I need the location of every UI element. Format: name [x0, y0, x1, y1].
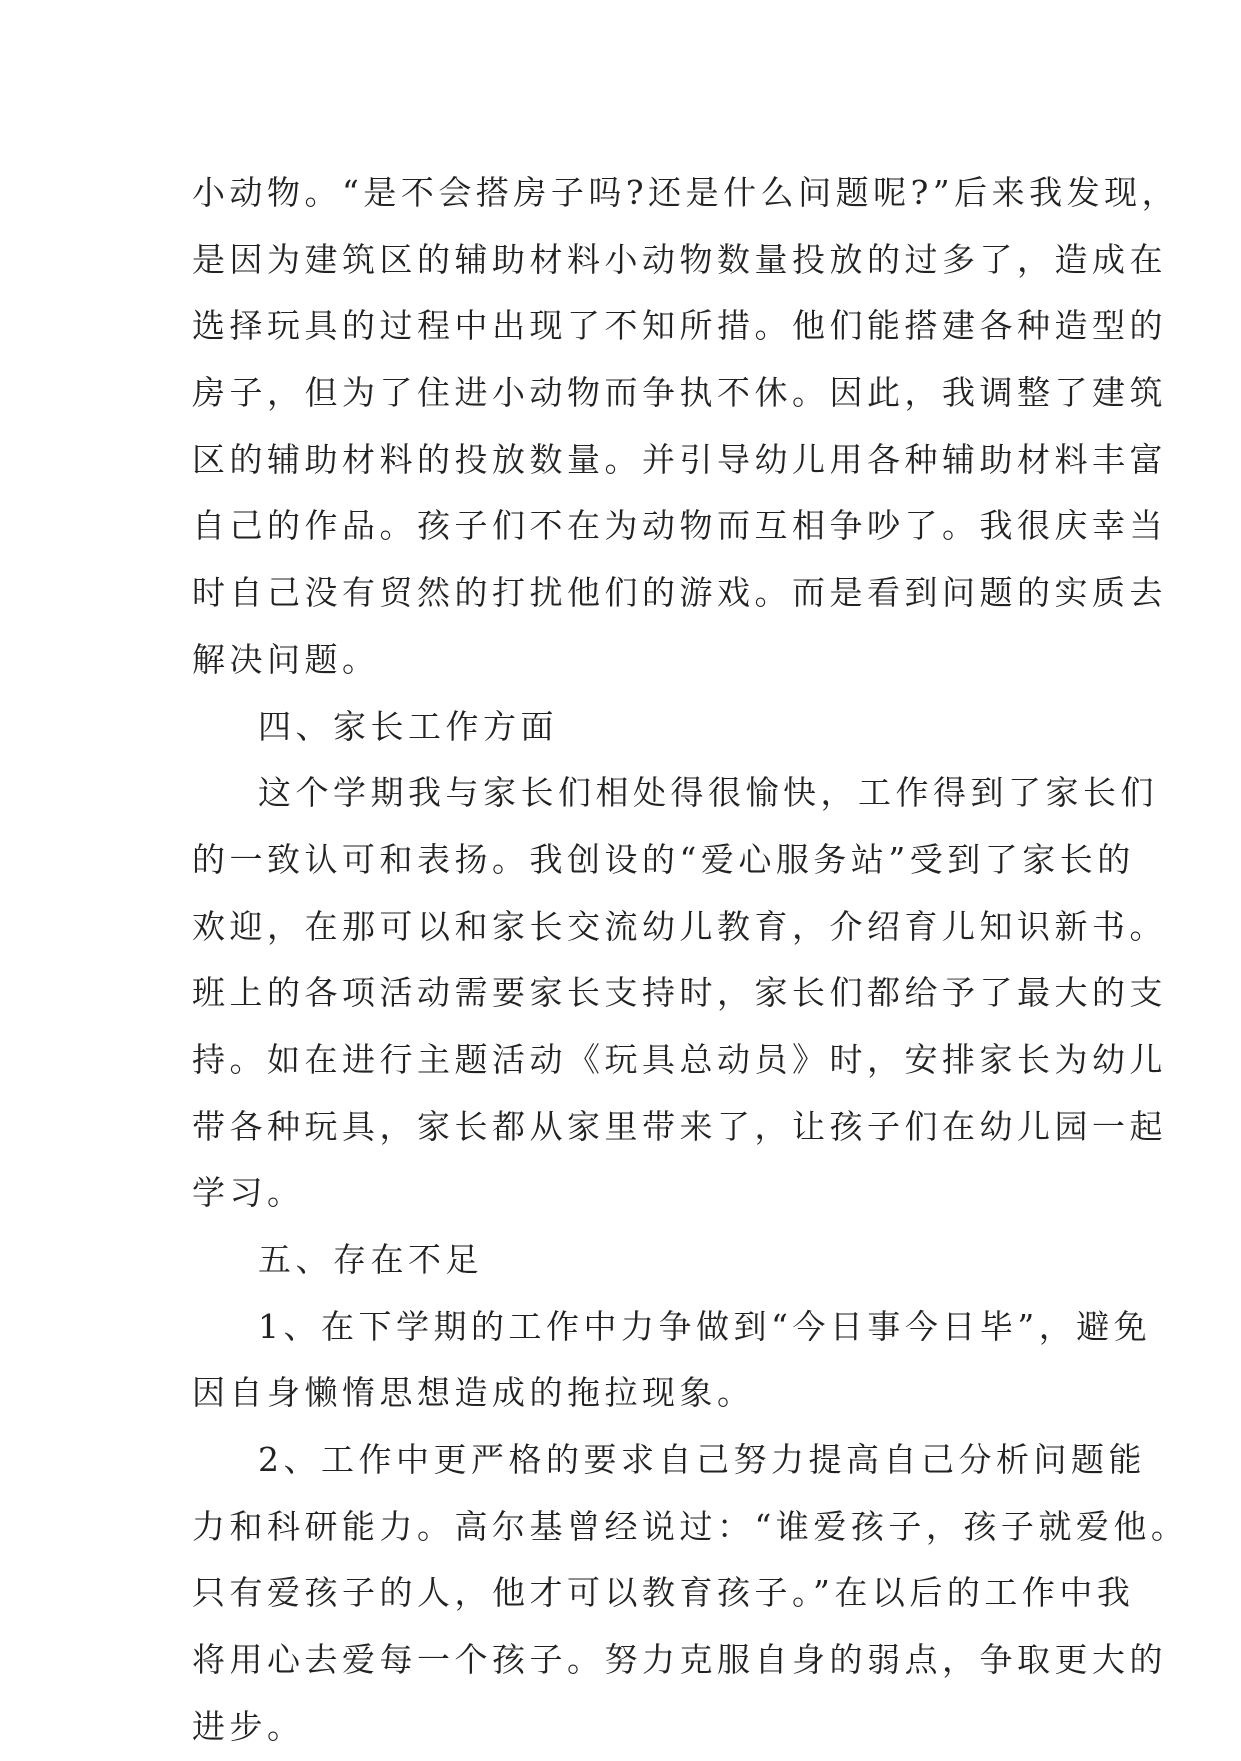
text-line: 学习。	[192, 1173, 305, 1213]
text-line: 带各种玩具，家长都从家里带来了，让孩子们在幼儿园一起	[192, 1106, 1167, 1146]
text-line: 区的辅助材料的投放数量。并引导幼儿用各种辅助材料丰富	[192, 439, 1167, 479]
text-line: 力和科研能力。高尔基曾经说过：“谁爱孩子，孩子就爱他。	[192, 1506, 1189, 1546]
text-line: 选择玩具的过程中出现了不知所措。他们能搭建各种造型的	[192, 306, 1167, 346]
text-line: 这个学期我与家长们相处得很愉快，工作得到了家长们	[258, 773, 1158, 813]
text-line: 持。如在进行主题活动《玩具总动员》时，安排家长为幼儿	[192, 1039, 1167, 1079]
text-line: 是因为建筑区的辅助材料小动物数量投放的过多了，造成在	[192, 239, 1167, 279]
text-line: 将用心去爱每一个孩子。努力克服自身的弱点，争取更大的	[192, 1640, 1167, 1680]
document-body	[192, 160, 1189, 1761]
text-line: 的一致认可和表扬。我创设的“爱心服务站”受到了家长的	[192, 839, 1135, 879]
text-line: 欢迎，在那可以和家长交流幼儿教育，介绍育儿知识新书。	[192, 906, 1167, 946]
text-line: 只有爱孩子的人，他才可以教育孩子。”在以后的工作中我	[192, 1573, 1135, 1613]
text-line: 小动物。“是不会搭房子吗?还是什么问题呢?”后来我发现，	[192, 173, 1180, 212]
section-heading-parents: 四、家长工作方面	[258, 706, 558, 746]
text-line: 时自己没有贸然的打扰他们的游戏。而是看到问题的实质去	[192, 573, 1167, 613]
text-line: 自己的作品。孩子们不在为动物而互相争吵了。我很庆幸当	[192, 506, 1167, 546]
text-line: 班上的各项活动需要家长支持时，家长们都给予了最大的支	[192, 973, 1167, 1013]
text-line: 解决问题。	[192, 639, 380, 679]
list-item-2: 2、工作中更严格的要求自己努力提高自己分析问题能	[258, 1440, 1146, 1480]
text-line: 进步。	[192, 1706, 305, 1746]
text-line: 因自身懒惰思想造成的拖拉现象。	[192, 1373, 755, 1413]
section-heading-shortcomings: 五、存在不足	[258, 1240, 483, 1279]
list-item-1: 1、在下学期的工作中力争做到“今日事今日毕”，避免	[258, 1306, 1152, 1346]
text-line: 房子，但为了住进小动物而争执不休。因此，我调整了建筑	[192, 373, 1167, 413]
